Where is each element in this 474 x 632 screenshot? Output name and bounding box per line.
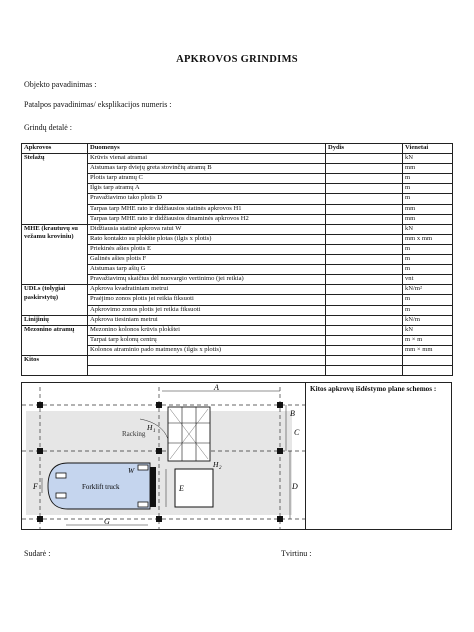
row-unit: kN/m	[403, 315, 453, 325]
row-unit: mm	[403, 214, 453, 224]
diagram-section	[21, 382, 452, 530]
row-unit: m	[403, 255, 453, 265]
row-data[interactable]	[88, 355, 326, 365]
diagram-divider	[305, 383, 306, 530]
row-unit: m	[403, 305, 453, 315]
header-loads: Apkrovos	[22, 144, 88, 154]
row-unit: m × m	[403, 335, 453, 345]
row-value[interactable]	[326, 265, 403, 275]
row-value[interactable]	[326, 285, 403, 295]
row-value[interactable]	[326, 345, 403, 355]
forklift-mast	[150, 467, 156, 507]
row-value[interactable]	[326, 255, 403, 265]
label-a: A	[214, 383, 219, 392]
row-data: Priekinės ašies plotis E	[88, 244, 326, 254]
page-title: APKROVOS GRINDIMS	[176, 54, 298, 65]
row-unit: m	[403, 244, 453, 254]
row-value[interactable]	[326, 184, 403, 194]
row-unit: m	[403, 184, 453, 194]
room-name-field: Patalpos pavadinimas/ eksplikacijos numeris :	[24, 100, 172, 109]
row-unit: kN	[403, 154, 453, 164]
table-row	[22, 355, 453, 365]
label-h2-subscript: 2	[219, 466, 222, 471]
row-unit: kN	[403, 224, 453, 234]
group-udl: UDLs (tolygiai paskirstytų)	[22, 285, 88, 315]
header-value: Dydis	[326, 144, 403, 154]
label-w: W	[128, 466, 135, 475]
row-value[interactable]	[326, 366, 403, 376]
table-header-row	[22, 144, 453, 154]
load-table	[21, 143, 453, 376]
label-b: B	[290, 409, 295, 418]
row-unit: vnt	[403, 275, 453, 285]
row-data: Apkrovimo zonos plotis jei reikia fiksuoti	[88, 305, 326, 315]
label-g: G	[104, 517, 110, 526]
row-value[interactable]	[326, 355, 403, 365]
row-value[interactable]	[326, 234, 403, 244]
row-unit: kN	[403, 325, 453, 335]
row-unit: mm	[403, 204, 453, 214]
object-name-field: Objekto pavadinimas :	[24, 80, 97, 89]
table-row	[22, 315, 453, 325]
row-data: Galinės ašies plotis F	[88, 255, 326, 265]
row-data: Tarpai tarp kolonų centrų	[88, 335, 326, 345]
label-h1: H	[147, 423, 153, 432]
row-unit[interactable]	[403, 355, 453, 365]
header-units: Vienetai	[403, 144, 453, 154]
row-value[interactable]	[326, 164, 403, 174]
group-mhe: MHE (krautuvų su vežamu kroviniu)	[22, 224, 88, 285]
row-data: Krūvis vienai atramai	[88, 154, 326, 164]
row-unit: m	[403, 174, 453, 184]
row-data: Pravažiavimo tako plotis D	[88, 194, 326, 204]
row-value[interactable]	[326, 194, 403, 204]
floor-detail-field: Grindų detalė :	[24, 123, 72, 132]
row-unit: kN/m²	[403, 285, 453, 295]
row-data: Atstumas tarp ašių G	[88, 265, 326, 275]
label-h1-subscript: 1	[153, 429, 156, 434]
row-data: Apkrova kvadratiniam metrui	[88, 285, 326, 295]
row-value[interactable]	[326, 244, 403, 254]
row-value[interactable]	[326, 305, 403, 315]
group-linijiniu: Linijinių	[22, 315, 88, 325]
label-c: C	[294, 428, 300, 437]
label-h2: H	[213, 460, 219, 469]
row-unit: mm x mm	[403, 234, 453, 244]
row-data: Tarpas tarp MHE rato ir didžiausios dinaminės apkrovos H2	[88, 214, 326, 224]
label-f: F	[33, 482, 38, 491]
row-unit: mm	[403, 164, 453, 174]
row-data: Tarpas tarp MHE rato ir didžiausios statinės apkrovos H1	[88, 204, 326, 214]
row-value[interactable]	[326, 174, 403, 184]
row-data: Pravažiavimų skaičius dėl nuovargio vertinimo (jei reikia)	[88, 275, 326, 285]
row-unit[interactable]	[403, 366, 453, 376]
row-value[interactable]	[326, 214, 403, 224]
table-row	[22, 224, 453, 234]
group-mezonino: Mezonino atramų	[22, 325, 88, 355]
row-data: Plotis tarp atramų C	[88, 174, 326, 184]
label-e: E	[179, 484, 184, 493]
row-unit: m	[403, 265, 453, 275]
row-data: Mezonino kolonos krūvis plokštei	[88, 325, 326, 335]
row-value[interactable]	[326, 295, 403, 305]
row-value[interactable]	[326, 275, 403, 285]
row-data: Kolonos atraminio pado matmenys (ilgis x plotis)	[88, 345, 326, 355]
row-data[interactable]	[88, 366, 326, 376]
header-data: Duomenys	[88, 144, 326, 154]
row-data: Atstumas tarp dviejų greta stovinčių atramų B	[88, 164, 326, 174]
row-value[interactable]	[326, 325, 403, 335]
row-data: Rato kontakto su plokšte plotas (ilgis x plotis)	[88, 234, 326, 244]
row-value[interactable]	[326, 204, 403, 214]
approved-by-label: Tvirtinu :	[281, 549, 312, 558]
label-d: D	[292, 482, 298, 491]
table-row	[22, 285, 453, 295]
prepared-by-label: Sudarė :	[24, 549, 51, 558]
floor-load-diagram	[22, 383, 305, 530]
group-stelazu: Stelažų	[22, 154, 88, 225]
group-kitos: Kitos	[22, 355, 88, 375]
other-schemes-note: Kitos apkrovų išdėstymo plane schemos :	[310, 385, 437, 393]
table-row	[22, 154, 453, 164]
row-unit: mm × mm	[403, 345, 453, 355]
row-unit: m	[403, 194, 453, 204]
racking-unit	[168, 407, 210, 461]
row-value[interactable]	[326, 154, 403, 164]
row-data: Didžiausia statinė apkrova ratui W	[88, 224, 326, 234]
row-data: Apkrova tiesiniam metrui	[88, 315, 326, 325]
table-row	[22, 325, 453, 335]
row-value[interactable]	[326, 224, 403, 234]
row-value[interactable]	[326, 315, 403, 325]
row-data: Praėjimo zonos plotis jei reikia fiksuoti	[88, 295, 326, 305]
label-forklift: Forklift truck	[82, 483, 120, 491]
label-racking: Racking	[122, 430, 146, 438]
row-data: Ilgis tarp atramų A	[88, 184, 326, 194]
row-unit: m	[403, 295, 453, 305]
row-value[interactable]	[326, 335, 403, 345]
